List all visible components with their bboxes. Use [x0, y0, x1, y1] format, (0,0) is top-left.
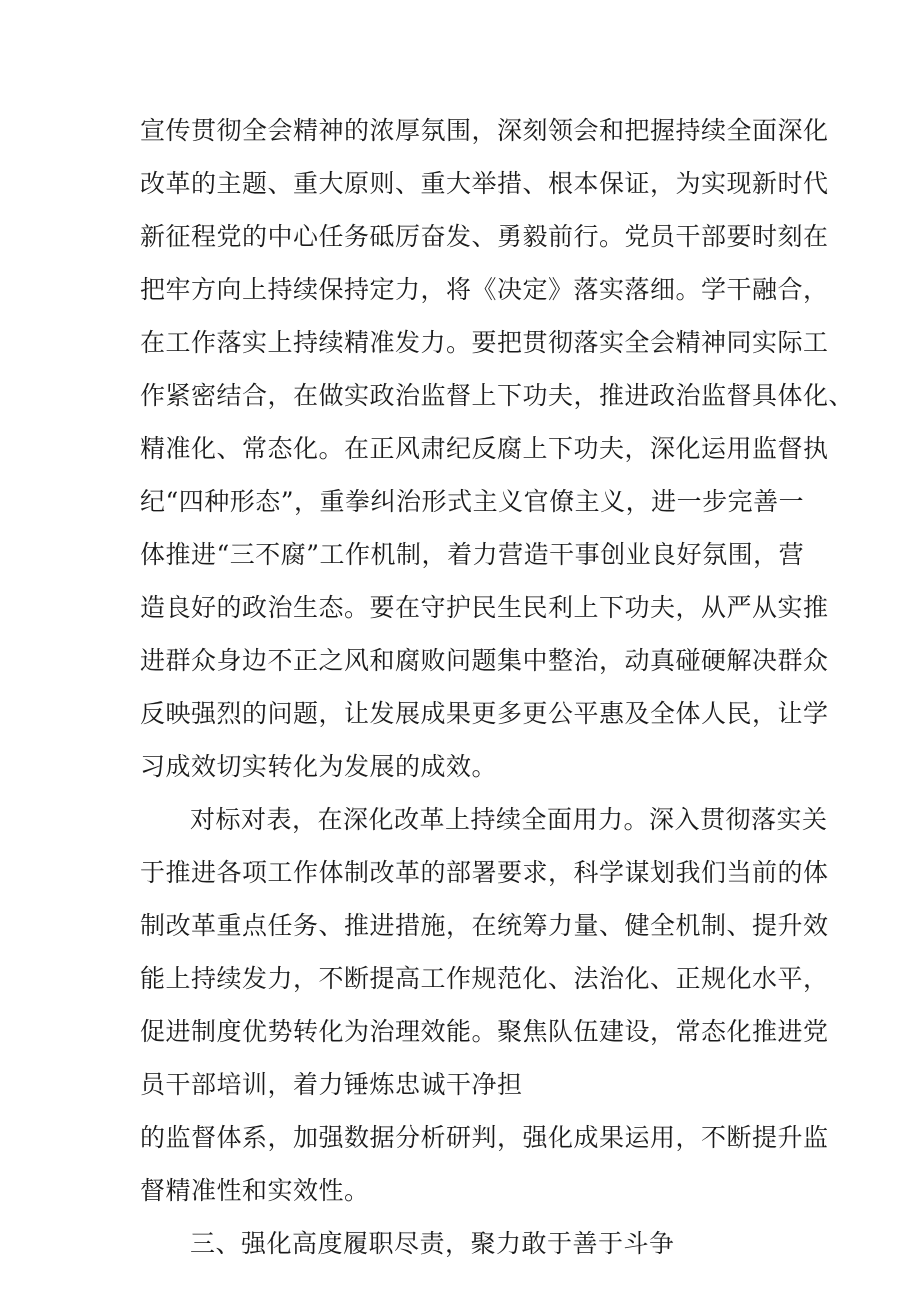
- body-line-10: 造良好的政治生态。要在守护民生民利上下功夫，从严从实推: [140, 593, 829, 622]
- body-line-1: 宣传贯彻全会精神的浓厚氛围，深刻领会和把握持续全面深化: [140, 116, 829, 145]
- body-line-18: 促进制度优势转化为治理效能。聚焦队伍建设，常态化推进党: [140, 1017, 829, 1046]
- body-line-17: 能上持续发力，不断提高工作规范化、法治化、正规化水平，: [140, 964, 829, 993]
- body-line-6: 作紧密结合，在做实政治监督上下功夫，推进政治监督具体化、: [140, 381, 855, 410]
- document-body: [140, 104, 855, 1270]
- body-line-3: 新征程党的中心任务砥厉奋发、勇毅前行。党员干部要时刻在: [140, 222, 829, 251]
- section-heading-3: 三、强化高度履职尽责，聚力敢于善于斗争: [190, 1229, 675, 1258]
- body-line-19: 员干部培训，着力锤炼忠诚干净担: [140, 1070, 523, 1099]
- body-line-8: 纪“四种形态”，重拳纠治形式主义官僚主义，进一步完善一: [140, 487, 805, 516]
- body-line-16: 制改革重点任务、推进措施，在统筹力量、健全机制、提升效: [140, 911, 829, 940]
- body-line-9: 体推进“三不腐”工作机制，着力营造干事创业良好氛围，营: [140, 540, 805, 569]
- body-line-7: 精准化、常态化。在正风肃纪反腐上下功夫，深化运用监督执: [140, 434, 829, 463]
- body-line-5: 在工作落实上持续精准发力。要把贯彻落实全会精神同实际工: [140, 328, 829, 357]
- body-line-12: 反映强烈的问题，让发展成果更多更公平惠及全体人民，让学: [140, 699, 829, 728]
- paragraph-2-first-line: 对标对表，在深化改革上持续全面用力。深入贯彻落实关: [190, 805, 828, 834]
- body-line-21: 督精准性和实效性。: [140, 1176, 370, 1205]
- body-line-2: 改革的主题、重大原则、重大举措、根本保证，为实现新时代: [140, 169, 829, 198]
- body-line-13: 习成效切实转化为发展的成效。: [140, 752, 498, 781]
- body-line-15: 于推进各项工作体制改革的部署要求，科学谋划我们当前的体: [140, 858, 829, 887]
- body-line-4: 把牢方向上持续保持定力，将《决定》落实落细。学干融合，: [140, 275, 829, 304]
- body-line-20: 的监督体系，加强数据分析研判，强化成果运用，不断提升监: [140, 1123, 829, 1152]
- body-line-11: 进群众身边不正之风和腐败问题集中整治，动真碰硬解决群众: [140, 646, 829, 675]
